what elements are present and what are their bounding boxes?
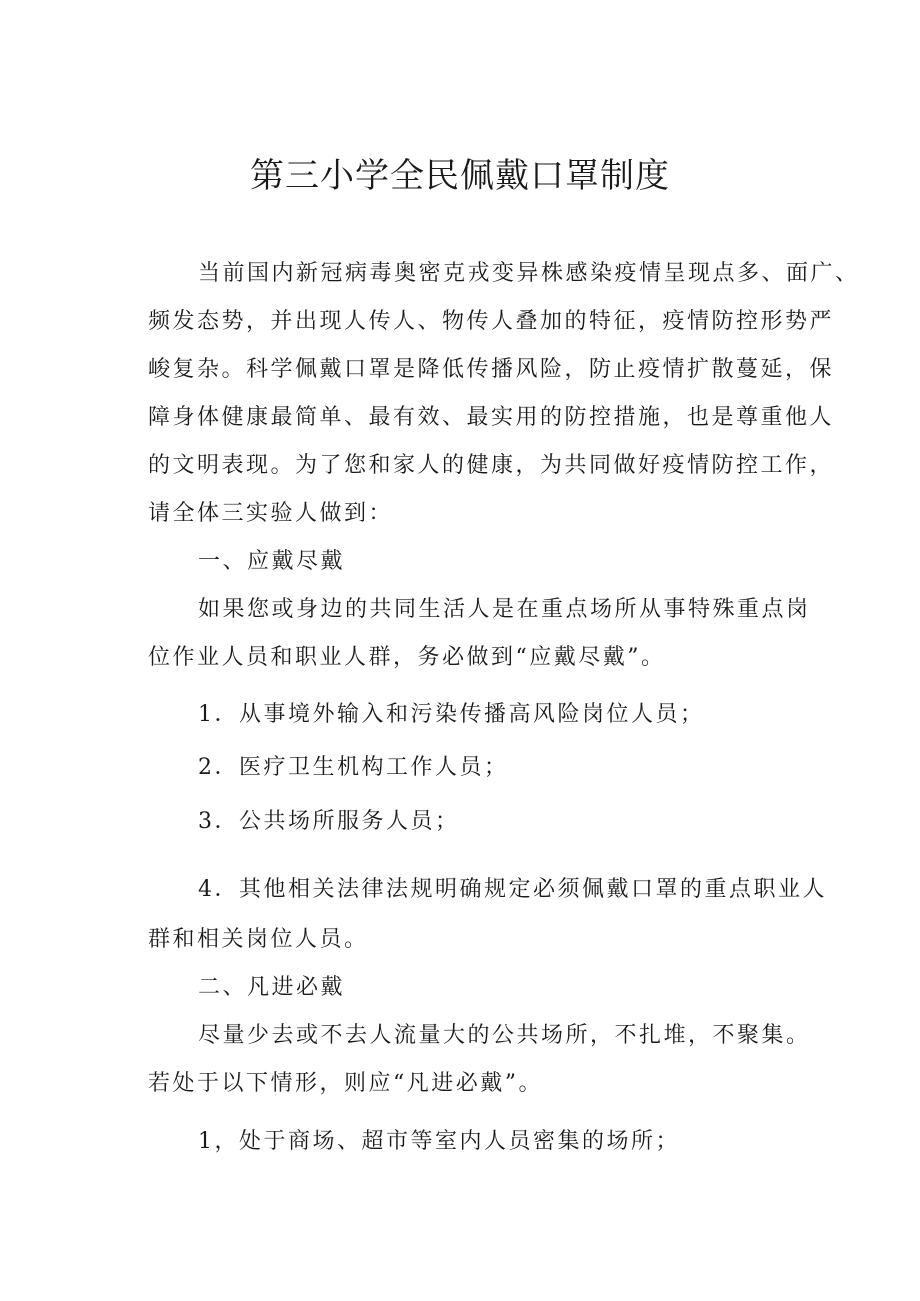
list-item: 1．从事境外输入和污染传播高风险岗位人员； bbox=[198, 702, 705, 727]
intro-line: 当前国内新冠病毒奥密克戎变异株感染疫情呈现点多、面广、 bbox=[198, 261, 860, 286]
section-desc-line: 位作业人员和职业人群，务必做到“应戴尽戴”。 bbox=[148, 645, 666, 670]
list-item: 2．医疗卫生机构工作人员； bbox=[198, 755, 509, 780]
list-item-continuation: 群和相关岗位人员。 bbox=[148, 927, 369, 952]
section-heading: 一、应戴尽戴 bbox=[198, 549, 346, 574]
intro-line: 障身体健康最简单、最有效、最实用的防控措施，也是尊重他人 bbox=[148, 405, 835, 430]
section-desc-line: 尽量少去或不去人流量大的公共场所，不扎堆，不聚集。 bbox=[198, 1023, 811, 1048]
list-item: 3．公共场所服务人员； bbox=[198, 809, 460, 834]
list-item: 4．其他相关法律法规明确规定必须佩戴口罩的重点职业人 bbox=[198, 877, 827, 902]
section-heading: 二、凡进必戴 bbox=[198, 975, 346, 1000]
list-item: 1，处于商场、超市等室内人员密集的场所； bbox=[198, 1129, 680, 1154]
intro-line: 请全体三实验人做到： bbox=[148, 501, 394, 526]
intro-line: 频发态势，并出现人传人、物传人叠加的特征，疫情防控形势严 bbox=[148, 309, 835, 334]
document-title: 第三小学全民佩戴口罩制度 bbox=[250, 156, 670, 196]
section-desc-line: 如果您或身边的共同生活人是在重点场所从事特殊重点岗 bbox=[198, 597, 811, 622]
intro-line: 的文明表现。为了您和家人的健康，为共同做好疫情防控工作， bbox=[148, 453, 835, 478]
intro-line: 峻复杂。科学佩戴口罩是降低传播风险，防止疫情扩散蔓延，保 bbox=[148, 357, 835, 382]
section-desc-line: 若处于以下情形，则应“凡进必戴”。 bbox=[148, 1071, 543, 1096]
